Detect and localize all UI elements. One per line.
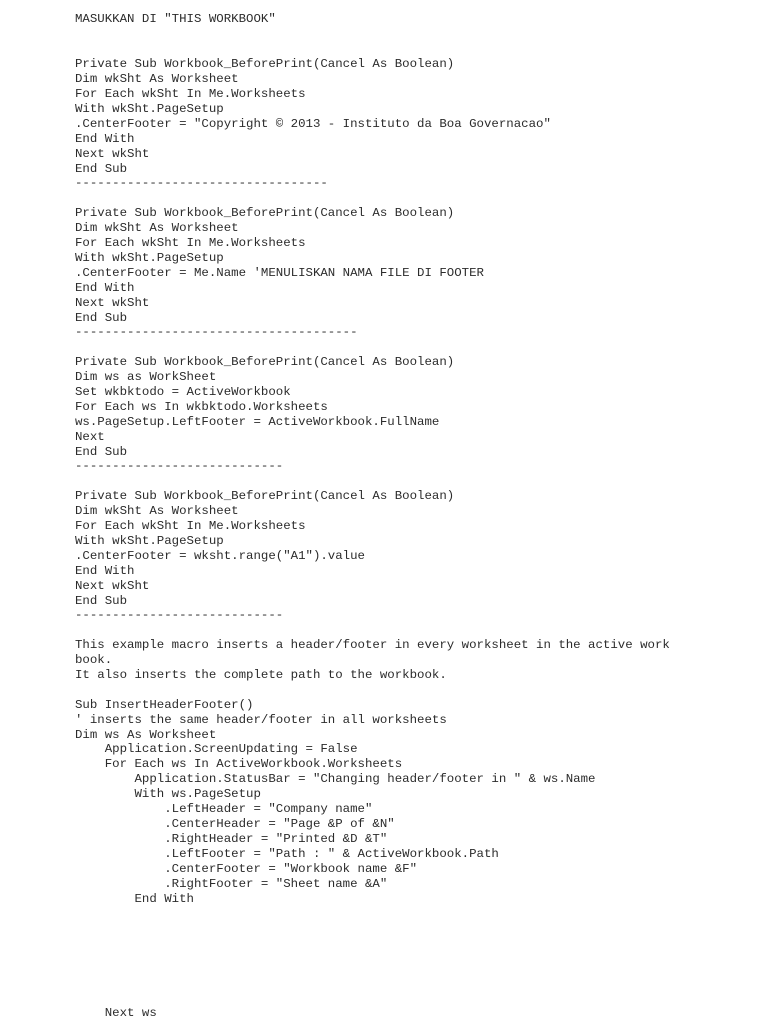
- code-line: Dim wkSht As Worksheet: [75, 72, 239, 86]
- code-line: .CenterFooter = "Copyright © 2013 - Instituto da Boa Governacao": [75, 117, 551, 131]
- code-line: .RightHeader = "Printed &D &T": [75, 832, 388, 846]
- code-line: Next wkSht: [75, 296, 150, 310]
- code-line: Next: [75, 430, 105, 444]
- code-line: For Each ws In wkbktodo.Worksheets: [75, 400, 328, 414]
- code-line: Dim wkSht As Worksheet: [75, 221, 239, 235]
- code-line: For Each wkSht In Me.Worksheets: [75, 87, 306, 101]
- code-line: End Sub: [75, 445, 128, 459]
- code-line: ws.PageSetup.LeftFooter = ActiveWorkbook.FullName: [75, 415, 440, 429]
- code-line: For Each wkSht In Me.Worksheets: [75, 519, 306, 533]
- separator-line: ----------------------------------: [75, 176, 328, 190]
- code-line: Set wkbktodo = ActiveWorkbook: [75, 385, 291, 399]
- separator-line: ----------------------------: [75, 459, 284, 473]
- code-line: End Sub: [75, 162, 128, 176]
- description-line: This example macro inserts a header/footer in every worksheet in the active work: [75, 638, 670, 652]
- separator-line: ----------------------------: [75, 608, 284, 622]
- code-line: For Each wkSht In Me.Worksheets: [75, 236, 306, 250]
- code-line: ' inserts the same header/footer in all worksheets: [75, 713, 447, 727]
- code-line: End Sub: [75, 594, 128, 608]
- code-line: Sub InsertHeaderFooter(): [75, 698, 254, 712]
- code-line: End With: [75, 132, 135, 146]
- code-line: With ws.PageSetup: [75, 787, 261, 801]
- code-line: .CenterHeader = "Page &P of &N": [75, 817, 395, 831]
- code-line: .LeftFooter = "Path : " & ActiveWorkbook.Path: [75, 847, 499, 861]
- code-line: End With: [75, 892, 194, 906]
- code-line: With wkSht.PageSetup: [75, 534, 224, 548]
- code-line: Application.StatusBar = "Changing header/footer in " & ws.Name: [75, 772, 596, 786]
- document-heading: MASUKKAN DI "THIS WORKBOOK": [75, 12, 276, 26]
- code-line: Private Sub Workbook_BeforePrint(Cancel As Boolean): [75, 57, 455, 71]
- code-line: Dim ws As Worksheet: [75, 728, 217, 742]
- code-line: .CenterFooter = wksht.range("A1").value: [75, 549, 365, 563]
- code-line: For Each ws In ActiveWorkbook.Worksheets: [75, 757, 403, 771]
- code-line: End Sub: [75, 311, 128, 325]
- code-line: Private Sub Workbook_BeforePrint(Cancel As Boolean): [75, 206, 455, 220]
- code-line: Private Sub Workbook_BeforePrint(Cancel As Boolean): [75, 355, 455, 369]
- code-line: .CenterFooter = Me.Name 'MENULISKAN NAMA FILE DI FOOTER: [75, 266, 484, 280]
- code-line: .CenterFooter = "Workbook name &F": [75, 862, 418, 876]
- separator-line: --------------------------------------: [75, 325, 358, 339]
- code-line: .LeftHeader = "Company name": [75, 802, 373, 816]
- code-line: Application.ScreenUpdating = False: [75, 742, 358, 756]
- description-line: book.: [75, 653, 113, 667]
- description-line: It also inserts the complete path to the workbook.: [75, 668, 447, 682]
- code-line: Next wkSht: [75, 147, 150, 161]
- code-line: Dim wkSht As Worksheet: [75, 504, 239, 518]
- code-line: With wkSht.PageSetup: [75, 102, 224, 116]
- code-line: Dim ws as WorkSheet: [75, 370, 217, 384]
- code-line: With wkSht.PageSetup: [75, 251, 224, 265]
- code-line: End With: [75, 564, 135, 578]
- code-line: .RightFooter = "Sheet name &A": [75, 877, 388, 891]
- code-line: Next wkSht: [75, 579, 150, 593]
- code-line: Private Sub Workbook_BeforePrint(Cancel As Boolean): [75, 489, 455, 503]
- code-line: Next ws: [75, 1006, 157, 1020]
- code-line: End With: [75, 281, 135, 295]
